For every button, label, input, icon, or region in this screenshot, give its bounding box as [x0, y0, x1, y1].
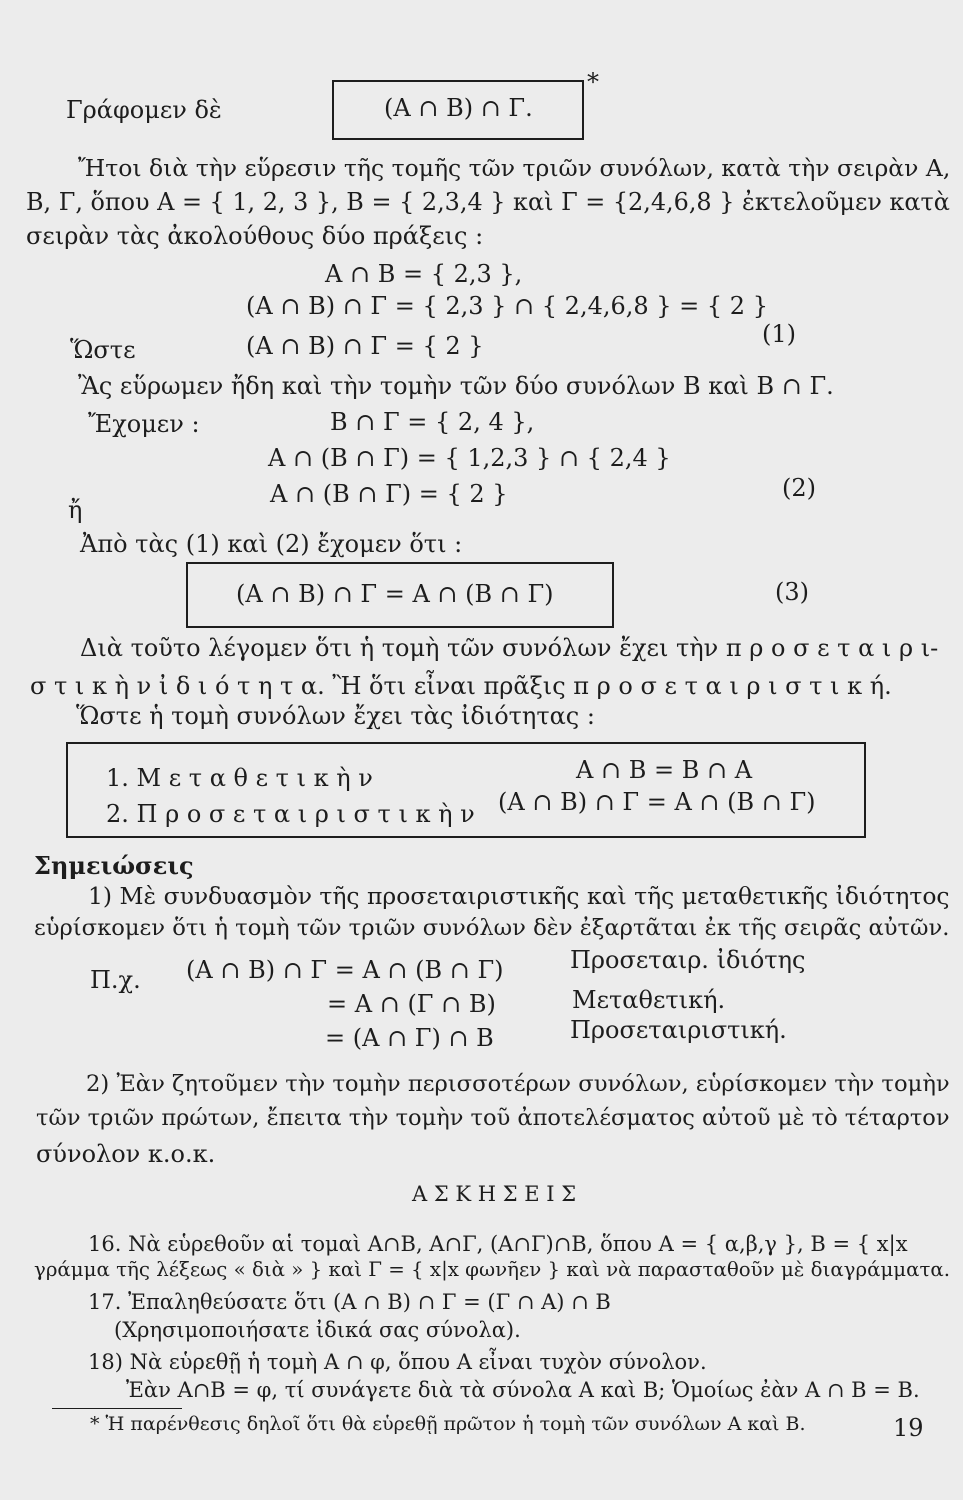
note1-line: εὑρίσκομεν ὅτι ἡ τομὴ τῶν τριῶν συνόλων δὲν ἐξαρτᾶται ἐκ τῆς σειρᾶς αὐτῶν. — [34, 915, 950, 941]
note2-line: 2) Ἐὰν ζητοῦμεν τὴν τομὴν περισσοτέρων συνόλων, εὑρίσκομεν τὴν τομὴν — [86, 1071, 950, 1097]
example-formula: (A ∩ B) ∩ Γ = A ∩ (B ∩ Γ) — [186, 956, 504, 984]
equation: (A ∩ B) ∩ Γ = { 2 } — [246, 332, 484, 360]
exercises-heading: Α Σ Κ Η Σ Ε Ι Σ — [412, 1182, 577, 1206]
property-name: 2. Π ρ ο σ ε τ α ι ρ ι σ τ ι κ ὴ ν — [106, 800, 475, 828]
para2-line: Ὥστε ἡ τομὴ συνόλων ἔχει τὰς ἰδιότητας : — [76, 702, 595, 730]
equation: A ∩ B = { 2,3 }, — [325, 260, 523, 288]
equation: A ∩ (B ∩ Γ) = { 1,2,3 } ∩ { 2,4 } — [268, 444, 671, 472]
example-formula: = (A ∩ Γ) ∩ B — [325, 1024, 494, 1052]
example-reason: Προσεταιρ. ἰδιότης — [570, 946, 806, 974]
equation: B ∩ Γ = { 2, 4 }, — [330, 408, 535, 436]
note2-line: σύνολον κ.ο.κ. — [36, 1140, 216, 1168]
exercise-line: 17. Ἐπαληθεύσατε ὅτι (A ∩ B) ∩ Γ = (Γ ∩ A) ∩ B — [88, 1290, 611, 1314]
note1-line: 1) Μὲ συνδυασμὸν τῆς προσεταιριστικῆς καὶ τῆς μεταθετικῆς ἰδιότητος — [88, 882, 950, 910]
page-number: 19 — [893, 1414, 924, 1442]
para1-line: B, Γ, ὅπου A = { 1, 2, 3 }, B = { 2,3,4 } καὶ Γ = {2,4,6,8 } ἐκτελοῦμεν κατὰ — [26, 188, 950, 216]
exercise-line: γράμμα τῆς λέξεως « διὰ » } καὶ Γ = { x|x φωνῆεν } καὶ νὰ παρασταθοῦν μὲ διαγράμματα. — [34, 1258, 951, 1281]
equation-number: (1) — [762, 320, 796, 348]
equation: A ∩ (B ∩ Γ) = { 2 } — [270, 480, 508, 508]
exercise-line: 18) Νὰ εὑρεθῇ ἡ τομὴ A ∩ φ, ὅπου A εἶναι τυχὸν σύνολον. — [88, 1350, 707, 1374]
exercise-line: Ἐὰν A∩B = φ, τί συνάγετε διὰ τὰ σύνολα A καὶ B; Ὁμοίως ἐὰν A ∩ B = B. — [126, 1378, 920, 1402]
intro-label: Γράφομεν δὲ — [66, 96, 222, 124]
footnote-asterisk: * — [587, 68, 599, 96]
exomen-label: Ἔχομεν : — [88, 410, 200, 438]
exercise-line: 16. Νὰ εὑρεθοῦν αἱ τομαὶ A∩B, A∩Γ, (A∩Γ)∩B, ὅπου A = { α,β,γ }, B = { x|x — [88, 1232, 908, 1256]
text-line: Ἀπὸ τὰς (1) καὶ (2) ἔχομεν ὅτι : — [80, 530, 463, 558]
example-reason: Προσεταιριστική. — [570, 1016, 787, 1044]
para1-line: σειρὰν τὰς ἀκολούθους δύο πράξεις : — [26, 222, 484, 250]
note2-line: τῶν τριῶν πρώτων, ἔπειτα τὴν τομὴν τοῦ ἀποτελέσματος αὐτοῦ μὲ τὸ τέταρτον — [36, 1105, 950, 1131]
notes-heading: Σημειώσεις — [34, 851, 194, 880]
property-name: 1. Μ ε τ α θ ε τ ι κ ὴ ν — [106, 764, 373, 792]
property-formula: A ∩ B = B ∩ A — [576, 756, 753, 784]
equation-number: (3) — [775, 578, 809, 606]
exercise-line: (Χρησιμοποιήσατε ἰδικά σας σύνολα). — [114, 1318, 521, 1342]
equation-number: (2) — [782, 474, 816, 502]
para1-line: Ἤτοι διὰ τὴν εὕρεσιν τῆς τομῆς τῶν τριῶν συνόλων, κατὰ τὴν σειρὰν A, — [78, 154, 951, 182]
equation: (A ∩ B) ∩ Γ = { 2,3 } ∩ { 2,4,6,8 } = { 2 } — [246, 292, 768, 320]
para2-line: Διὰ τοῦτο λέγομεν ὅτι ἡ τομὴ τῶν συνόλων ἔχει τὴν π ρ ο σ ε τ α ι ρ ι- — [80, 634, 939, 662]
footnote: * Ἡ παρένθεσις δηλοῖ ὅτι θὰ εὑρεθῇ πρῶτον ἡ τομὴ τῶν συνόλων A καὶ B. — [90, 1413, 806, 1435]
wste-label: Ὥστε — [70, 336, 136, 364]
text-line: Ἂς εὕρωμεν ἤδη καὶ τὴν τομὴν τῶν δύο συνόλων B καὶ B ∩ Γ. — [78, 372, 834, 400]
intro-formula: (A ∩ B) ∩ Γ. — [384, 94, 533, 122]
h-label: ἤ — [68, 496, 83, 524]
example-label: Π.χ. — [90, 966, 141, 994]
boxed-equation: (A ∩ B) ∩ Γ = A ∩ (B ∩ Γ) — [236, 580, 554, 608]
para2-line: σ τ ι κ ὴ ν ἰ δ ι ό τ η τ α. Ἢ ὅτι εἶναι πρᾶξις π ρ ο σ ε τ α ι ρ ι σ τ ι κ ή. — [30, 672, 892, 700]
property-formula: (A ∩ B) ∩ Γ = A ∩ (B ∩ Γ) — [498, 788, 816, 816]
example-formula: = A ∩ (Γ ∩ B) — [327, 990, 496, 1018]
example-reason: Μεταθετική. — [572, 986, 726, 1014]
footnote-rule — [52, 1408, 182, 1409]
